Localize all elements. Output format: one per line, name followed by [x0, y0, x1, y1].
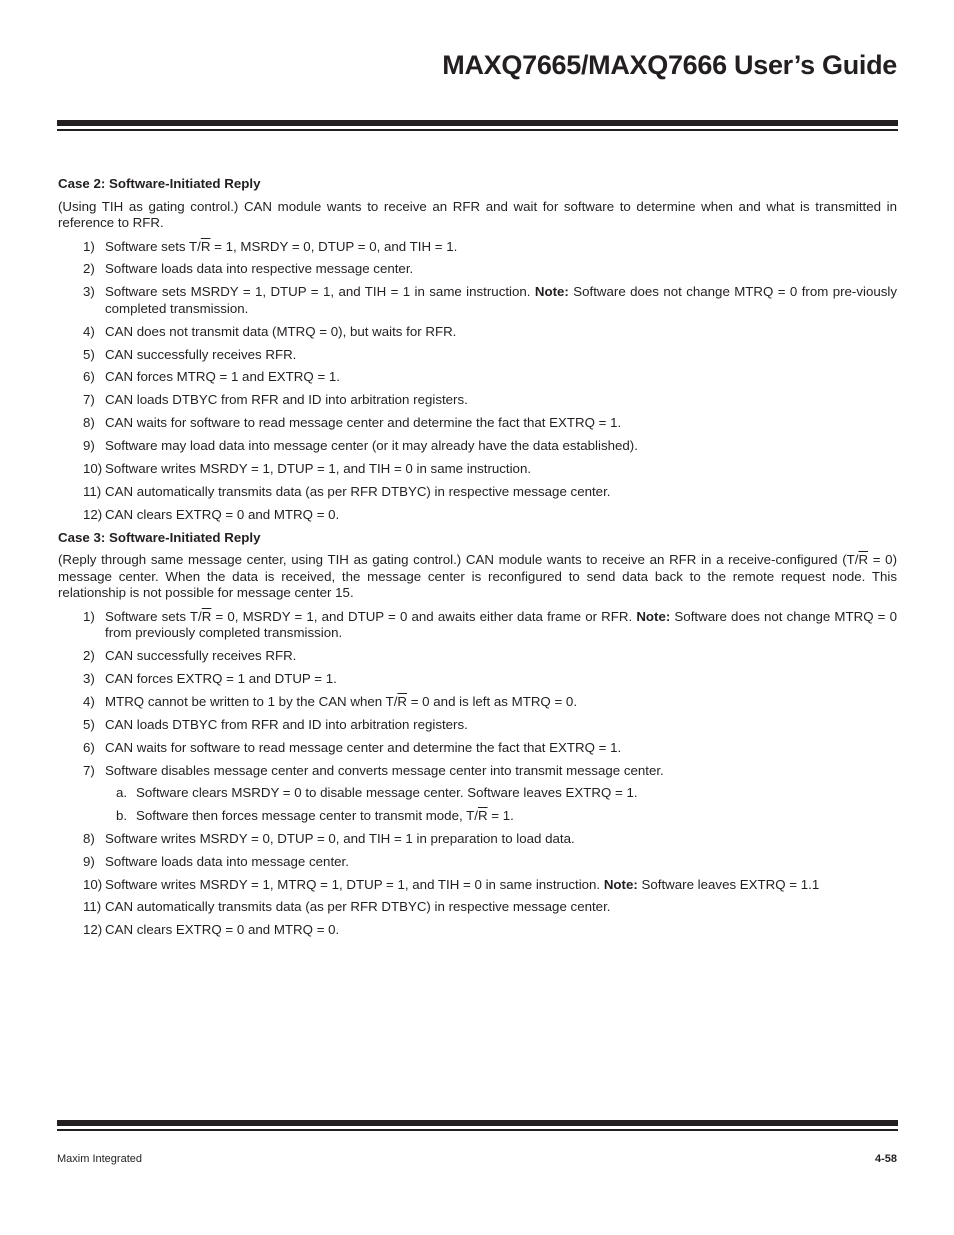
step-text: = 0 and is left as MTRQ = 0. — [407, 693, 578, 709]
case3-steps — [58, 609, 897, 939]
step-text: Software sets MSRDY = 1, DTUP = 1, and TIH = 1 in same instruction. — [105, 284, 535, 300]
footer-rule-thin — [57, 1129, 898, 1131]
step-text: Software writes MSRDY = 1, MTRQ = 1, DTUP = 1, and TIH = 0 in same instruction. — [105, 876, 604, 892]
step-text: CAN successfully receives RFR. — [105, 346, 297, 362]
intro-text: (Reply through same message center, using TIH as gating control.) CAN module wants to receive an RFR in a receive-configured (T/ — [58, 552, 859, 568]
substep-text: Software clears MSRDY = 0 to disable message center. Software leaves EXTRQ = 1. — [136, 785, 638, 801]
step-number: 9) — [83, 853, 95, 869]
step-text: CAN clears EXTRQ = 0 and MTRQ = 0. — [105, 506, 340, 522]
note-label: Note: — [534, 284, 569, 300]
step-text: = 1, MSRDY = 0, DTUP = 0, and TIH = 1. — [210, 238, 458, 254]
step-text: Software sets T/ — [105, 608, 202, 624]
intro-text: = 0) message center. When the data is received, the message center is reconfigured to send data back to the remote request node. This relationship is not possible for message center 15. — [58, 552, 897, 601]
list-item — [58, 899, 897, 916]
step-text: CAN successfully receives RFR. — [105, 648, 297, 664]
document-body — [58, 176, 897, 945]
step-text: CAN loads DTBYC from RFR and ID into arbitration registers. — [105, 716, 468, 732]
step-text: CAN forces MTRQ = 1 and EXTRQ = 1. — [105, 369, 340, 385]
step-text: CAN does not transmit data (MTRQ = 0), but waits for RFR. — [105, 323, 457, 339]
sub-list-item — [105, 808, 897, 825]
list-item — [58, 369, 897, 386]
step-text: Software loads data into message center. — [105, 853, 349, 869]
step-number: 3) — [83, 284, 95, 300]
step-text: Software writes MSRDY = 1, DTUP = 1, and TIH = 0 in same instruction. — [105, 461, 532, 477]
step-text: CAN clears EXTRQ = 0 and MTRQ = 0. — [105, 922, 340, 938]
step-text: Software does not change MTRQ = 0 from pre-viously completed transmission. — [105, 284, 897, 316]
step-number: 6) — [83, 739, 95, 755]
step-number: 5) — [83, 716, 95, 732]
list-item — [58, 854, 897, 871]
list-item — [58, 347, 897, 364]
overline-r: $\overline{R}$ — [477, 807, 488, 823]
list-item — [58, 438, 897, 455]
page-number: 4-58 — [874, 1153, 897, 1165]
case2-intro: (Using TIH as gating control.) CAN module wants to receive an RFR and wait for software to determine when and what is transmitted in reference to RFR. — [58, 198, 897, 230]
header-rule-thick — [57, 120, 898, 126]
step-text: Software leaves EXTRQ = 1.1 — [637, 876, 820, 892]
list-item — [58, 877, 897, 894]
step-number: 4) — [83, 323, 95, 339]
note-label: Note: — [603, 876, 638, 892]
step-number: 7) — [83, 392, 95, 408]
list-item — [58, 717, 897, 734]
note-label: Note: — [636, 608, 671, 624]
step-text: CAN automatically transmits data (as per RFR DTBYC) in respective message center. — [105, 483, 611, 499]
substep-letter: b. — [116, 807, 128, 823]
overline-r: $\overline{R}$ — [201, 608, 212, 624]
step-number: 3) — [83, 670, 95, 686]
page-title: MAXQ7665/MAXQ7666 User’s Guide — [442, 50, 897, 80]
case3-heading: Case 3: Software-Initiated Reply — [58, 529, 261, 545]
step-text: Software writes MSRDY = 0, DTUP = 0, and TIH = 1 in preparation to load data. — [105, 830, 575, 846]
list-item — [58, 922, 897, 939]
step-text: CAN waits for software to read message center and determine the fact that EXTRQ = 1. — [105, 415, 622, 431]
step-text: CAN waits for software to read message center and determine the fact that EXTRQ = 1. — [105, 739, 622, 755]
step-number: 4) — [83, 693, 95, 709]
list-item — [58, 284, 897, 317]
step-text: Software loads data into respective message center. — [105, 261, 414, 277]
overline-r: $\overline{R}$ — [397, 693, 408, 709]
list-item — [58, 671, 897, 688]
step-number: 5) — [83, 346, 95, 362]
case2-steps — [58, 239, 897, 524]
footer-rule-thick — [57, 1120, 898, 1126]
step-text: CAN automatically transmits data (as per RFR DTBYC) in respective message center. — [105, 899, 611, 915]
step-text: CAN loads DTBYC from RFR and ID into arbitration registers. — [105, 392, 468, 408]
step-number: 2) — [83, 261, 95, 277]
case2-heading: Case 2: Software-Initiated Reply — [58, 176, 261, 191]
list-item — [58, 392, 897, 409]
step-number: 2) — [83, 648, 95, 664]
step-text: = 0, MSRDY = 1, and DTUP = 0 and awaits either data frame or RFR. — [211, 608, 637, 624]
step-number: 9) — [83, 438, 95, 454]
list-item — [58, 694, 897, 711]
list-item — [58, 461, 897, 478]
list-item — [58, 609, 897, 642]
header-rule-thin — [57, 129, 898, 131]
step-text: Software sets T/ — [105, 238, 201, 254]
step-number: 1) — [83, 608, 95, 624]
list-item — [58, 507, 897, 524]
list-item — [58, 648, 897, 665]
overline-r: $\overline{R}$ — [858, 552, 869, 568]
step-text: Software may load data into message center (or it may already have the data established). — [105, 438, 638, 454]
case3-intro — [58, 552, 897, 602]
step-number: 11) — [83, 483, 102, 499]
step-text: CAN forces EXTRQ = 1 and DTUP = 1. — [105, 670, 337, 686]
step-number: 7) — [83, 762, 95, 778]
step-text: MTRQ cannot be written to 1 by the CAN when T/ — [105, 693, 398, 709]
substep-text: = 1. — [487, 807, 514, 823]
step-number: 10) — [83, 461, 103, 477]
step7-substeps — [105, 785, 897, 824]
step-number: 8) — [83, 830, 95, 846]
list-item — [58, 324, 897, 341]
substep-letter: a. — [116, 785, 128, 801]
step-number: 8) — [83, 415, 95, 431]
step-number: 6) — [83, 369, 95, 385]
step-number: 12) — [83, 922, 103, 938]
list-item — [58, 763, 897, 825]
sub-list-item — [105, 785, 897, 802]
step-text: Software disables message center and converts message center into transmit message center. — [105, 762, 664, 778]
step-number: 1) — [83, 238, 95, 254]
list-item — [58, 484, 897, 501]
list-item — [58, 740, 897, 757]
overline-r: $\overline{R}$ — [200, 238, 211, 254]
list-item — [58, 261, 897, 278]
step-number: 10) — [83, 876, 103, 892]
step-text: Software does not change MTRQ = 0 from previously completed transmission. — [105, 608, 897, 641]
step-number: 11) — [83, 899, 102, 915]
substep-text: Software then forces message center to transmit mode, T/ — [136, 807, 478, 823]
footer-company: Maxim Integrated — [57, 1153, 142, 1165]
step-number: 12) — [83, 506, 103, 522]
list-item — [58, 415, 897, 432]
list-item — [58, 831, 897, 848]
list-item — [58, 239, 897, 256]
